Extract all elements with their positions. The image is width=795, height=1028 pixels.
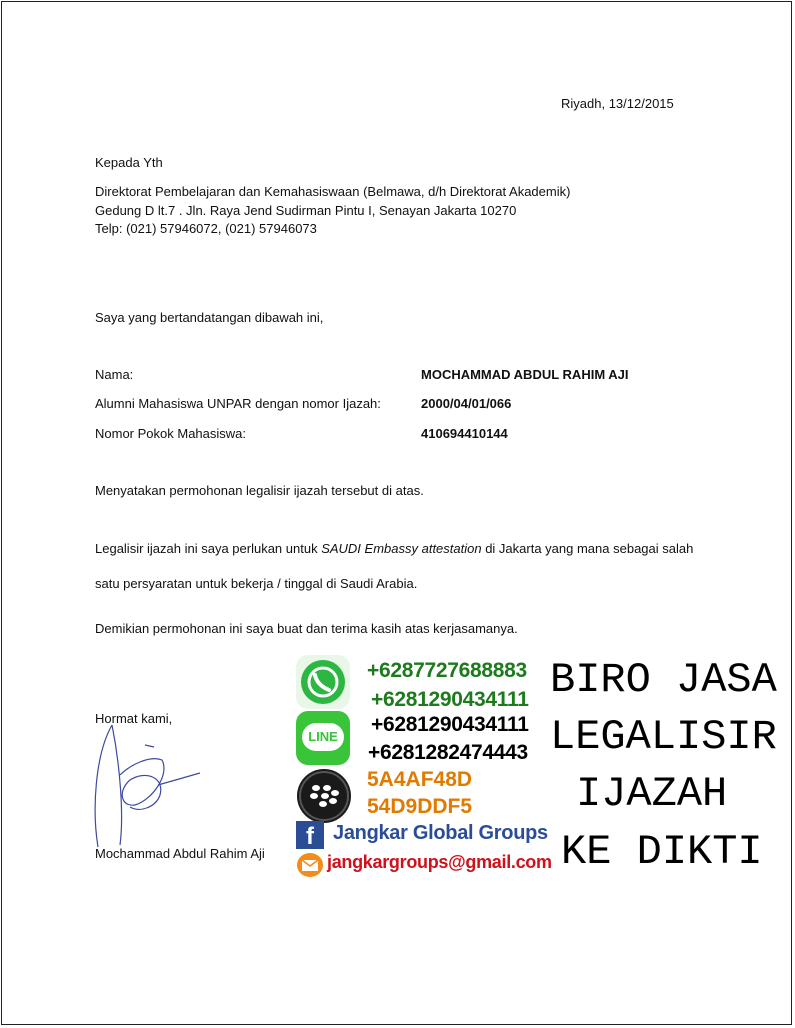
bbm-icon: [296, 768, 352, 824]
bbm-pin-2: 54D9DDF5: [367, 795, 473, 818]
intro-text: Saya yang bertandatangan dibawah ini,: [95, 310, 324, 325]
closing: Hormat kami,: [95, 711, 173, 726]
field-label-npm: Nomor Pokok Mahasiswa:: [95, 426, 246, 441]
closing-text: Demikian permohonan ini saya buat dan terima kasih atas kerjasamanya.: [95, 621, 518, 636]
salutation: Kepada Yth: [95, 155, 163, 170]
email-icon: [296, 852, 324, 878]
whatsapp-number-2: +6281290434111: [371, 688, 529, 711]
purpose-italic: SAUDI Embassy attestation: [321, 541, 482, 556]
whatsapp-icon: [296, 655, 350, 709]
email-address: jangkargroups@gmail.com: [327, 852, 552, 872]
field-label-ijazah: Alumni Mahasiswa UNPAR dengan nomor Ijazah:: [95, 396, 381, 411]
signature-image: [90, 715, 210, 855]
statement-text: Menyatakan permohonan legalisir ijazah tersebut di atas.: [95, 483, 424, 498]
field-value-npm: 410694410144: [421, 426, 508, 441]
headline-line-2: LEGALISIR: [550, 713, 777, 761]
bbm-pin-1: 5A4AF48D: [367, 768, 473, 791]
line-number-2: +6281282474443: [368, 741, 528, 764]
headline-line-4: KE DIKTI: [561, 828, 763, 876]
headline-line-1: BIRO JASA: [550, 656, 777, 704]
field-value-ijazah: 2000/04/01/066: [421, 396, 512, 411]
letter-date: Riyadh, 13/12/2015: [561, 96, 674, 111]
purpose-prefix: Legalisir ijazah ini saya perlukan untuk: [95, 541, 322, 556]
purpose-line-2: satu persyaratan untuk bekerja / tinggal di Saudi Arabia.: [95, 576, 418, 591]
field-label-name: Nama:: [95, 367, 134, 382]
field-value-name: MOCHAMMAD ABDUL RAHIM AJI: [421, 367, 629, 382]
recipient-line-1: Direktorat Pembelajaran dan Kemahasiswaan (Belmawa, d/h Direktorat Akademik): [95, 184, 571, 199]
purpose-suffix: di Jakarta yang mana sebagai salah: [481, 541, 694, 556]
headline-line-3: IJAZAH: [576, 770, 728, 818]
recipient-line-3: Telp: (021) 57946072, (021) 57946073: [95, 221, 317, 236]
facebook-icon: f: [296, 821, 324, 849]
line-icon-label: LINE: [302, 723, 344, 751]
line-number-1: +6281290434111: [371, 713, 529, 736]
signatory-name: Mochammad Abdul Rahim Aji: [95, 846, 265, 861]
recipient-line-2: Gedung D lt.7 . Jln. Raya Jend Sudirman Pintu I, Senayan Jakarta 10270: [95, 203, 517, 218]
line-icon: [296, 711, 350, 765]
facebook-name: Jangkar Global Groups: [333, 822, 548, 844]
purpose-line-1: [95, 541, 693, 556]
whatsapp-number-1: +6287727688883: [367, 659, 527, 682]
